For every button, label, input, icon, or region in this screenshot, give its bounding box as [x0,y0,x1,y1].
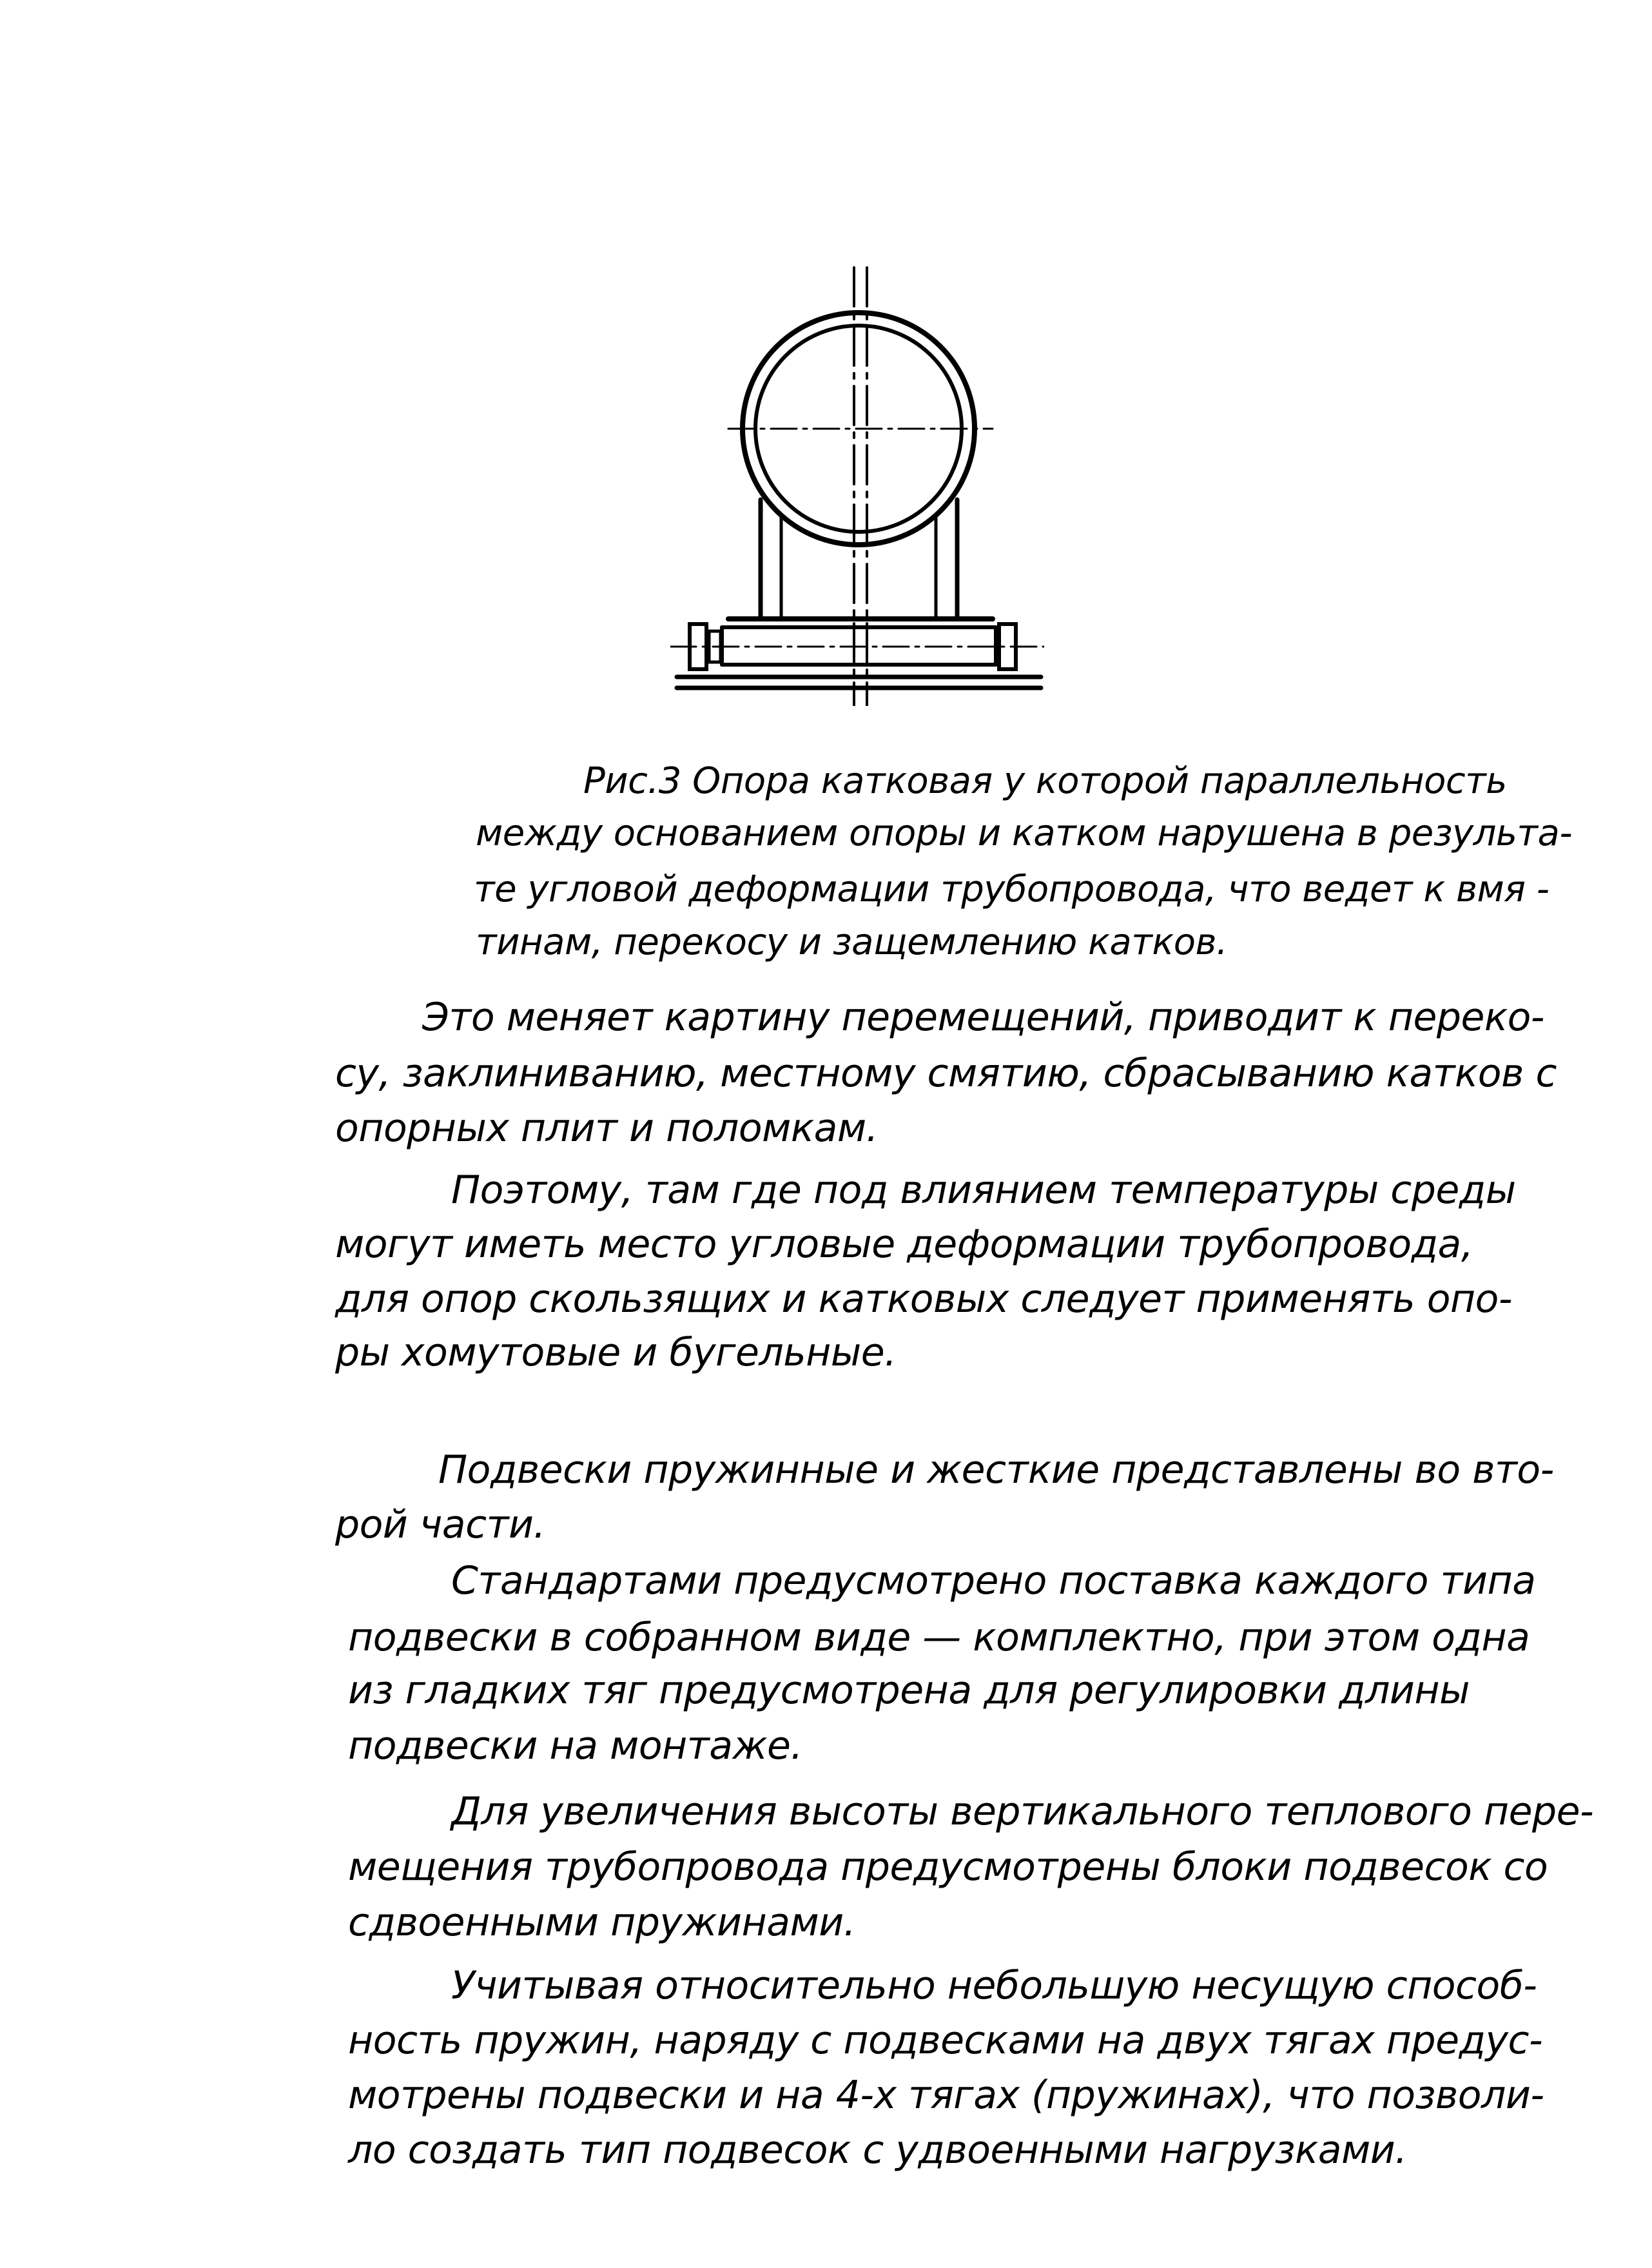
figure-caption-line: между основанием опоры и катком нарушена в результа- [476,812,1573,854]
paragraph-line: ло создать тип подвесок с удвоенными нагрузками. [348,2127,1407,2173]
paragraph-line: сдвоенными пружинами. [348,1900,856,1945]
paragraph-line: подвески в собранном виде — комплектно, при этом одна [348,1615,1530,1660]
paragraph-line: рой части. [335,1502,546,1547]
paragraph-line: Подвески пружинные и жесткие представлены во вто- [438,1447,1554,1492]
paragraph-line: Стандартами предусмотрено поставка каждого типа [451,1558,1536,1603]
paragraph-line: опорных плит и поломкам. [335,1106,879,1151]
paragraph-line: мещения трубопровода предусмотрены блоки подвесок со [348,1844,1548,1890]
paragraph-line: Для увеличения высоты вертикального теплового пере- [451,1789,1594,1834]
paragraph-line: для опор скользящих и катковых следует применять опо- [335,1276,1512,1322]
paragraph-line: из гладких тяг предусмотрена для регулировки длины [348,1668,1470,1713]
paragraph-line: Поэтому, там где под влиянием температуры среды [451,1168,1516,1213]
paragraph-line: Это меняет картину перемещений, приводит к переко- [422,995,1544,1040]
paragraph-line: мотрены подвески и на 4-х тягах (пружинах), что позволи- [348,2073,1544,2118]
paragraph-line: Учитывая относительно небольшую несущую способ- [451,1963,1537,2008]
roller-pipe-support-drawing-icon [670,255,1044,706]
paragraph-line: могут иметь место угловые деформации трубопровода, [335,1222,1473,1267]
paragraph-line: подвески на монтаже. [348,1723,803,1768]
figure-caption-line: Рис.3 Опора катковая у которой параллельность [583,760,1507,802]
figure-caption-line: тинам, перекосу и защемлению катков. [476,921,1228,963]
paragraph-line: ность пружин, наряду с подвесками на двух тягах предус- [348,2018,1543,2063]
paragraph-line: ры хомутовые и бугельные. [335,1330,897,1375]
figure-caption-line: те угловой деформации трубопровода, что ведет к вмя - [474,868,1550,910]
paragraph-line: су, заклиниванию, местному смятию, сбрасыванию катков с [335,1051,1557,1096]
